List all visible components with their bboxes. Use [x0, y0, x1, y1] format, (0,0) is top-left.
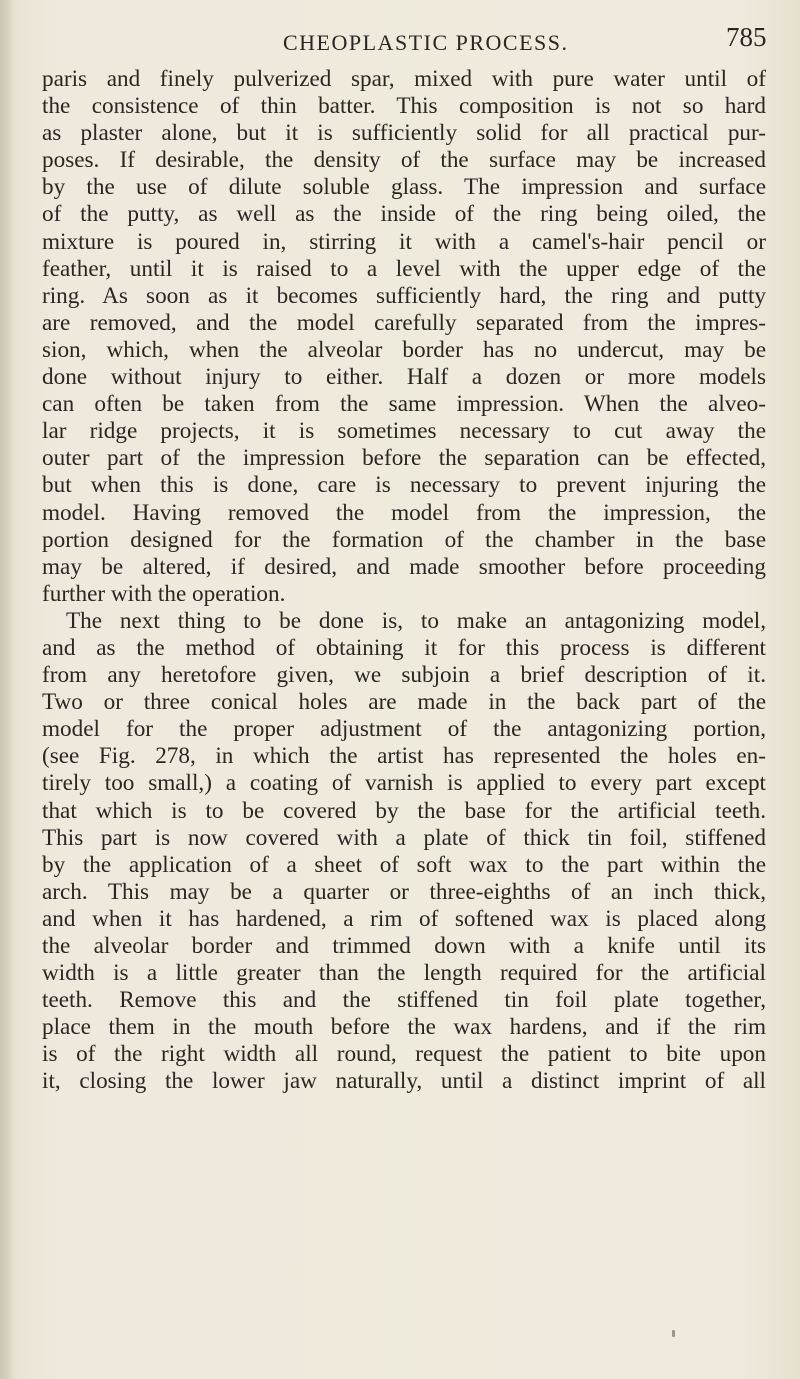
text-line: the alveolar border and trimmed down with a knife until its: [42, 933, 766, 959]
text-line: feather, until it is raised to a level with the upper edge of the: [42, 255, 766, 282]
text-line: are removed, and the model carefully separated from the impres-: [42, 309, 766, 336]
text-line: but when this is done, care is necessary to prevent injuring the: [42, 472, 766, 499]
page-number: 785: [726, 22, 767, 52]
text-line: model for the proper adjustment of the antagonizing portion,: [42, 716, 766, 743]
text-line: lar ridge projects, it is sometimes necessary to cut away the: [42, 418, 766, 445]
text-line: mixture is poured in, stirring it with a camel's-hair pencil or: [42, 228, 766, 255]
text-line: from any heretofore given, we subjoin a brief description of it.: [42, 662, 766, 689]
binding-shadow: [0, 0, 14, 1379]
body-text: [42, 66, 766, 1096]
paragraph-end-line: further with the operation.: [42, 580, 286, 607]
text-line: width is a little greater than the length required for the artificial: [42, 960, 766, 987]
text-line: and as the method of obtaining it for this process is different: [42, 634, 766, 661]
text-line: This part is now covered with a plate of thick tin foil, stiffened: [42, 824, 766, 851]
text-line: it, closing the lower jaw naturally, until a distinct imprint of all: [42, 1068, 766, 1095]
text-line: done without injury to either. Half a dozen or more models: [42, 364, 766, 391]
text-line: is of the right width all round, request the patient to bite upon: [42, 1041, 766, 1068]
text-line: paris and finely pulverized spar, mixed with pure water until of: [42, 66, 766, 92]
text-line: outer part of the impression before the separation can be effected,: [42, 445, 766, 472]
text-line: ring. As soon as it becomes sufficiently hard, the ring and putty: [42, 282, 766, 309]
text-line: as plaster alone, but it is sufficiently solid for all practical pur-: [42, 120, 766, 147]
paper-speck: [672, 1330, 675, 1337]
text-line: by the use of dilute soluble glass. The impression and surface: [42, 174, 766, 201]
text-line: place them in the mouth before the wax hardens, and if the rim: [42, 1014, 766, 1041]
text-line: may be altered, if desired, and made smoother before proceeding: [42, 553, 766, 580]
text-line: arch. This may be a quarter or three-eighths of an inch thick,: [42, 878, 766, 905]
text-line: model. Having removed the model from the impression, the: [42, 499, 766, 526]
text-line: the consistence of thin batter. This composition is not so hard: [42, 93, 766, 120]
text-line: teeth. Remove this and the stiffened tin foil plate together,: [42, 987, 766, 1014]
paragraph-start-line: The next thing to be done is, to make an antagonizing model,: [66, 607, 766, 634]
text-line: by the application of a sheet of soft wax to the part within the: [42, 851, 766, 878]
text-line: poses. If desirable, the density of the surface may be increased: [42, 147, 766, 174]
text-line: tirely too small,) a coating of varnish is applied to every part except: [42, 770, 766, 797]
text-line: and when it has hardened, a rim of softened wax is placed along: [42, 905, 766, 932]
running-head: [0, 20, 800, 60]
text-line: can often be taken from the same impression. When the alveo-: [42, 391, 766, 418]
text-line: of the putty, as well as the inside of the ring being oiled, the: [42, 201, 766, 228]
text-line: portion designed for the formation of the chamber in the base: [42, 526, 766, 553]
text-line: sion, which, when the alveolar border has no undercut, may be: [42, 336, 766, 363]
running-title: CHEOPLASTIC PROCESS.: [283, 30, 569, 55]
text-line: Two or three conical holes are made in the back part of the: [42, 689, 766, 716]
text-line: (see Fig. 278, in which the artist has represented the holes en-: [42, 743, 766, 770]
text-line: that which is to be covered by the base for the artificial teeth.: [42, 797, 766, 824]
